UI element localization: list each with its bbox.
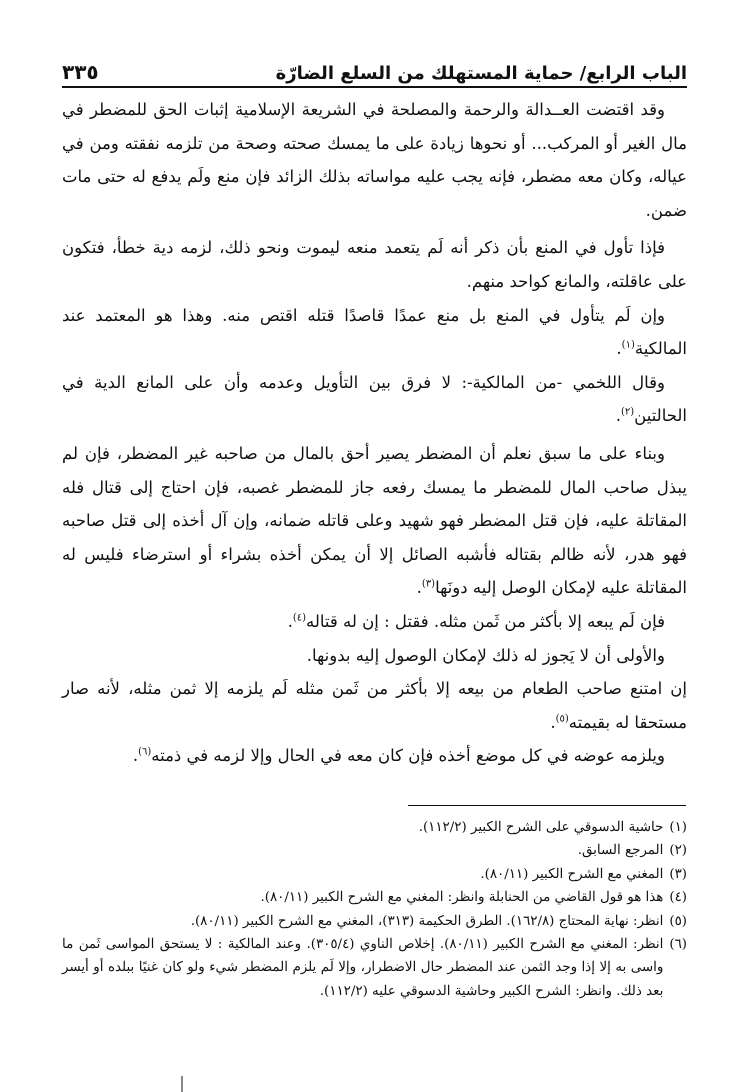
paragraph: والأولى أن لا يَجوز له ذلك لإمكان الوصول إليه بدونها. bbox=[306, 645, 665, 665]
paragraph: وقد اقتضت العــدالة والرحمة والمصلحة في الشريعة الإسلامية إثبات الحق للمضطر في مال الغير أو المركب... أو نحوها زيادة على ما يمسك صحته وصحة من تلزمه نفقته ومن في عياله، وكان معه مضطر، فإنه يجب عليه مواساته بذلك الزائد فإن منع ولَم يدفع له حتى مات ضمن. bbox=[62, 100, 687, 220]
footnote-number: (٢) bbox=[669, 843, 687, 859]
footnote-text: انظر: نهاية المحتاج (١٦٢/٨). الطرق الحكيمة (٣١٣)، المغني مع الشرح الكبير (٨٠/١١). bbox=[190, 913, 664, 929]
footnote-item bbox=[62, 886, 687, 909]
footnote-marker[interactable]: (٤) bbox=[292, 612, 307, 624]
paragraph: ويلزمه عوضه في كل موضع أخذه فإن كان معه في الحال وإلا لزمه في ذمته$^{(٦)}$. bbox=[132, 746, 665, 766]
footnotes bbox=[62, 816, 687, 1003]
paragraph: فإن لَم يبعه إلا بأكثر من ثَمن مثله. فقتل : إن له قتاله$^{(٤)}$. bbox=[287, 611, 665, 631]
footnote-text: حاشية الدسوقي على الشرح الكبير (١١٢/٢). bbox=[418, 820, 664, 835]
footnote-number: (١) bbox=[669, 820, 687, 835]
paragraph: وإن لَم يتأول في المنع بل منع عمدًا قاصدًا قتله اقتص منه. وهذا هو المعتمد عند المالكية$^{(١)}$. bbox=[62, 305, 687, 359]
footnote-item bbox=[62, 839, 687, 862]
footnote-number: (٤) bbox=[669, 890, 687, 906]
footnote-marker[interactable]: (٣) bbox=[421, 578, 436, 590]
running-header bbox=[62, 50, 687, 84]
footnote-rule bbox=[408, 805, 686, 806]
footnote-text: المغني مع الشرح الكبير (٨٠/١١). bbox=[480, 866, 664, 882]
footnote-number: (٣) bbox=[669, 866, 687, 882]
paragraph: فإذا تأول في المنع بأن ذكر أنه لَم يتعمد منعه ليموت ونحو ذلك، لزمه دية خطأ، فتكون على عاقلته، والمانع كواحد منهم. bbox=[62, 238, 687, 291]
footnote-marker[interactable]: (٦) bbox=[138, 746, 152, 758]
footnote-text: هذا هو قول القاضي من الحنابلة وانظر: المغني مع الشرح الكبير (٨٠/١١). bbox=[260, 890, 664, 906]
footnote-text: المرجع السابق. bbox=[577, 843, 664, 859]
paragraph: وبناء على ما سبق نعلم أن المضطر يصير أحق بالمال من صاحبه غير المضطر، فإن لم يبذل صاحب المال للمضطر ما يمسك رفعه جاز للمضطر غصبه، فإن احتاج إلى قتال فله المقاتلة عليه، فإن قتل المضطر فهو شهيد وعلى قاتله ضمانه، وإن آل أخذه إلى قتل صاحبه فهو هدر، لأنه ظالم بقتاله فأشبه الصائل إلا أن يمكن أخذه بشراء أو استرضاء فليس له المقاتلة عليه لإمكان الوصل إليه دونَها$^{(٣)}$. bbox=[62, 443, 687, 598]
footnote-marker[interactable]: (١) bbox=[621, 339, 635, 351]
footnote-marker[interactable]: (٥) bbox=[555, 713, 569, 725]
footnote-item bbox=[62, 863, 687, 886]
page-edge-mark bbox=[181, 1076, 183, 1092]
page-number: ٣٣٥ bbox=[62, 60, 99, 84]
footnote-marker[interactable]: (٢) bbox=[620, 406, 635, 418]
chapter-title: الباب الرابع/ حماية المستهلك من السلع الضارّة bbox=[275, 63, 687, 84]
footnote-text: انظر: المغني مع الشرح الكبير (٨٠/١١). إخلاص الناوي (٣٠٥/٤). وعند المالكية : لا يستحق المواسى ثَمن ما واسى به إلا إذا وجد الثمن عند المضطر حال الاضطرار، وإلا لَم يلزم المضطر شيء ولو كان غنيًا ببلده أو أيسر بعد ذلك. وانظر: الشرح الكبير وحاشية الدسوقي عليه (١١٢/٢). bbox=[62, 937, 664, 999]
header-rule bbox=[62, 86, 687, 88]
paragraph: إن امتنع صاحب الطعام من بيعه إلا بأكثر من ثَمن مثله لَم يلزمه إلا ثمن مثله، لأنه صار مستحقا له بقيمته$^{(٥)}$. bbox=[62, 679, 687, 732]
footnote-number: (٥) bbox=[669, 913, 687, 929]
footnote-item bbox=[62, 933, 687, 1003]
footnote-number: (٦) bbox=[669, 937, 687, 953]
footnote-item bbox=[62, 816, 687, 839]
footnote-item bbox=[62, 910, 687, 933]
main-text bbox=[62, 93, 687, 773]
paragraph: وقال اللخمي -من المالكية-: لا فرق بين التأويل وعدمه وأن على المانع الدية في الحالتين$^{(٢)}$. bbox=[62, 372, 687, 426]
